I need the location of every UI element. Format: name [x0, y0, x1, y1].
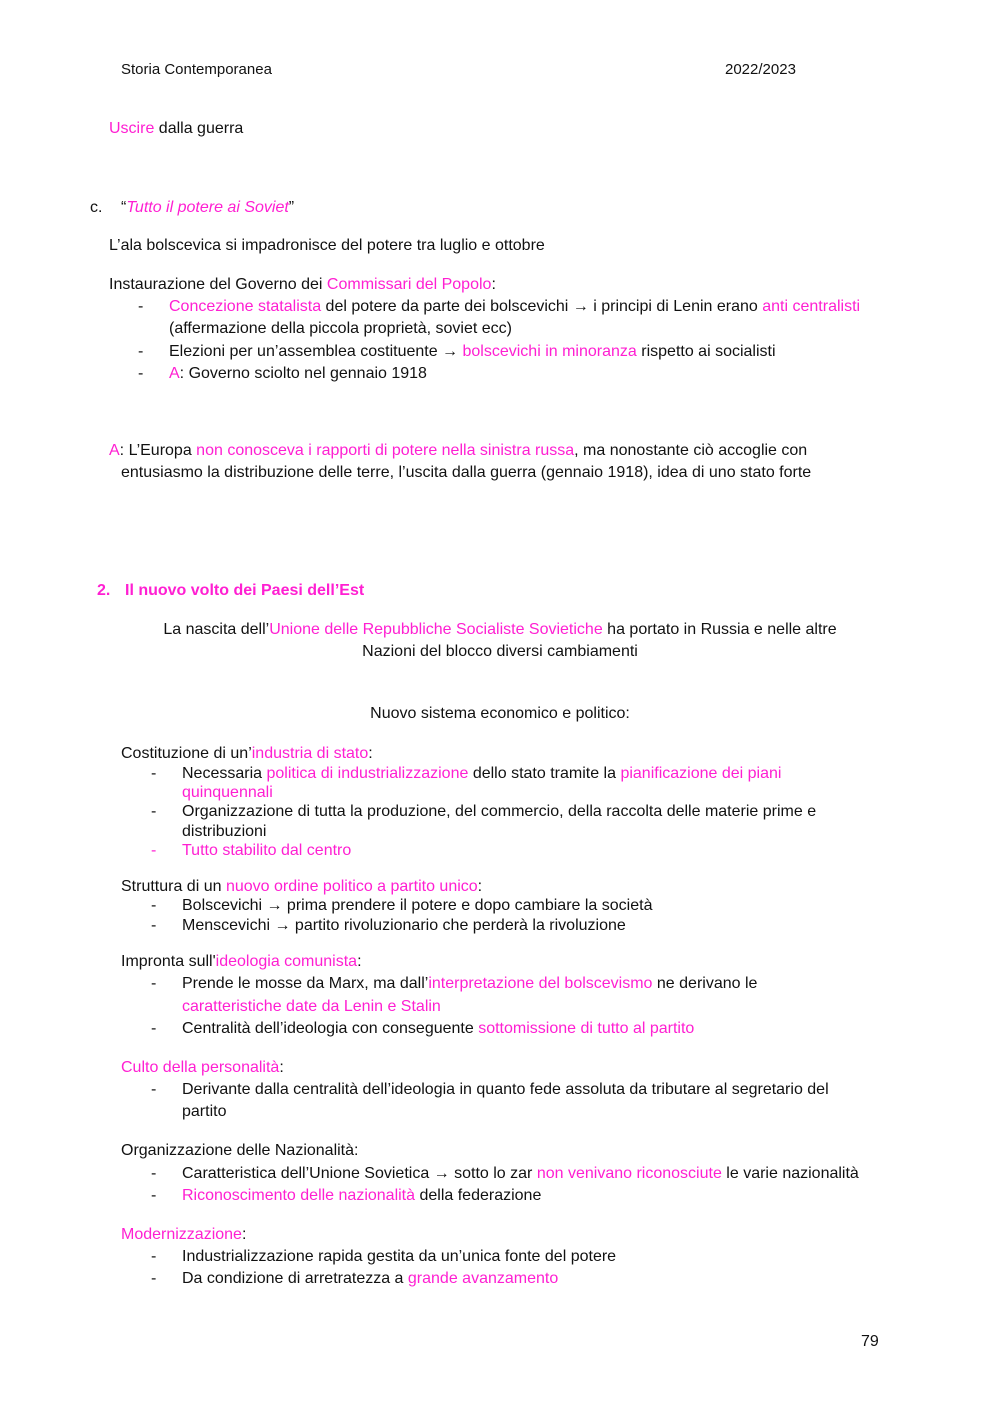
text: :	[368, 745, 373, 762]
text: Necessaria	[182, 765, 267, 782]
highlight: Modernizzazione	[121, 1226, 242, 1243]
text: Impronta sull'	[121, 953, 216, 970]
text: Prende le mosse da Marx, ma dall’	[182, 975, 429, 992]
paragraph-ala-bolscevica: L’ala bolscevica si impadronisce del potere tra luglio e ottobre	[109, 237, 545, 254]
bullet-dash: -	[138, 298, 144, 315]
highlight: ideologia comunista	[215, 953, 358, 970]
bullet-arretratezza	[182, 1270, 558, 1288]
text: :	[241, 1226, 247, 1243]
highlight: Commissari del Popolo	[326, 276, 492, 293]
highlight: politica di industrializzazione	[266, 765, 469, 782]
text: Costituzione di un’	[121, 745, 252, 762]
text: ha portato in Russia e nelle altre	[602, 621, 837, 638]
highlight: nuovo ordine politico a partito unico	[225, 878, 478, 895]
highlight: Unione delle Repubbliche Socialiste Sovietiche	[269, 621, 603, 638]
highlight: bolscevichi in minoranza	[462, 343, 637, 360]
bullet-marx	[182, 975, 879, 993]
group-struttura	[121, 878, 482, 896]
highlight: industria di stato	[251, 745, 369, 762]
text: :	[491, 276, 496, 293]
group-industria	[121, 745, 373, 763]
highlight: A	[169, 365, 180, 382]
bullet-dash: -	[138, 343, 144, 360]
bullet-concezione	[169, 298, 860, 316]
bullet-dash: -	[151, 917, 157, 934]
highlight: non venivano riconosciute	[536, 1165, 722, 1182]
bullet-dash: -	[151, 975, 157, 992]
bullet-industrializzazione: Industrializzazione rapida gestita da un’unica fonte del potere	[182, 1248, 617, 1265]
bullet-derivante: Derivante dalla centralità dell’ideologia in quanto fede assoluta da tributare al segretario del	[182, 1081, 829, 1098]
bullet-dash: -	[151, 803, 157, 820]
highlight: non conosceva i rapporti di potere nella sinistra russa	[196, 442, 575, 459]
bullet-riconoscimento	[182, 1187, 541, 1205]
highlight: interpretazione del bolscevismo	[428, 975, 653, 992]
text: Elezioni per un’assemblea costituente →	[169, 343, 463, 360]
bullet-dash: -	[138, 365, 144, 382]
highlight: anti centralisti	[762, 298, 861, 315]
bullet-dash: -	[151, 842, 157, 859]
text: ne derivano le	[652, 975, 758, 992]
text: della federazione	[415, 1187, 542, 1204]
bullet-derivante-line2: partito	[182, 1103, 227, 1120]
bullet-organizzazione: Organizzazione di tutta la produzione, del commercio, della raccolta delle materie prime e	[182, 803, 817, 820]
bullet-concezione-line2: (affermazione della piccola proprietà, soviet ecc)	[169, 320, 512, 337]
text: del potere da parte dei bolscevichi → i principi di Lenin erano	[321, 298, 763, 315]
bullet-dash: -	[151, 765, 157, 782]
highlight: Uscire	[109, 120, 155, 137]
bullet-menscevichi: Menscevichi → partito rivoluzionario che perderà la rivoluzione	[182, 917, 626, 934]
text: dalla guerra	[154, 120, 244, 137]
text: Caratteristica dell’Unione Sovietica → sotto lo zar	[182, 1165, 537, 1182]
highlight: A	[109, 442, 120, 459]
bullet-dash: -	[151, 1187, 157, 1204]
bullet-dash: -	[151, 1248, 157, 1265]
group-culto	[121, 1059, 284, 1077]
bullet-necessaria	[182, 765, 879, 783]
group-nazionalita: Organizzazione delle Nazionalità:	[121, 1142, 359, 1159]
text: Instaurazione del Governo dei	[109, 276, 327, 293]
page-number: 79	[861, 1333, 879, 1350]
text: La nascita dell’	[163, 621, 270, 638]
bullet-tutto-stabilito: Tutto stabilito dal centro	[182, 842, 352, 859]
bullet-marx-line2: caratteristiche date da Lenin e Stalin	[182, 998, 441, 1015]
text: , ma nonostante ciò accoglie con	[574, 442, 808, 459]
section-2-title: Il nuovo volto dei Paesi dell’Est	[125, 582, 365, 599]
highlight: Riconoscimento delle nazionalità	[182, 1187, 416, 1204]
bullet-dash: -	[151, 1270, 157, 1287]
text: rispetto ai socialisti	[636, 343, 776, 360]
highlight: sottomissione di tutto al partito	[478, 1020, 695, 1037]
close-quote: ”	[288, 199, 295, 216]
section-c-marker: c.	[90, 199, 103, 216]
section-c-heading	[121, 199, 294, 217]
bullet-dash: -	[151, 1165, 157, 1182]
bullet-dash: -	[151, 897, 157, 914]
text: Da condizione di arretratezza a	[182, 1270, 408, 1287]
bullet-bolscevichi: Bolscevichi → prima prendere il potere e dopo cambiare la società	[182, 897, 653, 914]
header-course: Storia Contemporanea	[121, 61, 272, 78]
highlight: Concezione statalista	[169, 298, 322, 315]
paragraph-instaurazione	[109, 276, 496, 294]
text: :	[357, 953, 362, 970]
bullet-caratteristica	[182, 1165, 859, 1183]
bullet-necessaria-line2: quinquennali	[182, 784, 273, 801]
paragraph-uscire	[109, 120, 243, 138]
open-quote: “	[121, 199, 127, 216]
bullet-organizzazione-line2: distribuzioni	[182, 823, 267, 840]
section-2-number: 2.	[97, 582, 111, 599]
bullet-dash: -	[151, 1081, 157, 1098]
group-modernizzazione	[121, 1226, 246, 1244]
text: Struttura di un	[121, 878, 226, 895]
bullet-governo-sciolto	[169, 365, 427, 383]
header-year: 2022/2023	[725, 61, 796, 78]
highlight: pianificazione dei piani	[620, 765, 782, 782]
section-c-quote: Tutto il potere ai Soviet	[126, 199, 289, 216]
highlight: Culto della personalità	[121, 1059, 280, 1076]
note-a	[109, 442, 879, 460]
bullet-centralita	[182, 1020, 694, 1038]
section-2-intro-line2: Nazioni del blocco diversi cambiamenti	[362, 643, 638, 660]
text: : L’Europa	[119, 442, 197, 459]
group-impronta	[121, 953, 362, 971]
text: : Governo sciolto nel gennaio 1918	[179, 365, 427, 382]
section-2-intro	[0, 621, 1000, 639]
text: Centralità dell’ideologia con conseguente	[182, 1020, 479, 1037]
bullet-elezioni	[169, 343, 776, 361]
section-2-subtitle: Nuovo sistema economico e politico:	[370, 705, 630, 722]
text: :	[477, 878, 483, 895]
note-a-line2: entusiasmo la distribuzione delle terre, l’uscita dalla guerra (gennaio 1918), idea di uno stato forte	[121, 464, 812, 481]
text: :	[279, 1059, 284, 1076]
highlight: grande avanzamento	[407, 1270, 559, 1287]
text: le varie nazionalità	[721, 1165, 859, 1182]
bullet-dash: -	[151, 1020, 157, 1037]
text: dello stato tramite la	[468, 765, 621, 782]
